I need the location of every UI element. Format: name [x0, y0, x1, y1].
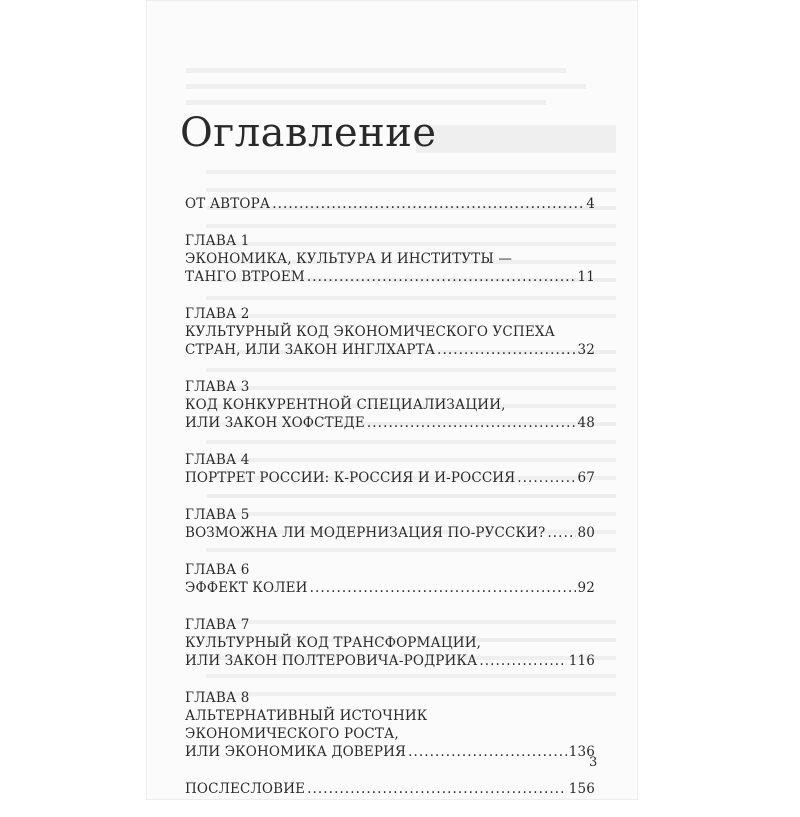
toc-text: АЛЬТЕРНАТИВНЫЙ ИСТОЧНИК [185, 708, 428, 724]
toc-leader-dots [547, 524, 575, 542]
toc-text: ОТ АВТОРА [185, 196, 271, 212]
toc-text: ТАНГО ВТРОЕМ [185, 269, 305, 285]
toc-leader-dots [408, 743, 567, 761]
toc-text: ГЛАВА 6 [185, 562, 250, 578]
toc-leader-dots [517, 469, 575, 487]
toc-chapter-label [185, 616, 595, 634]
toc-line [185, 469, 595, 487]
toc-entry [185, 378, 595, 432]
toc-entry [185, 506, 595, 542]
toc-text: КОД КОНКУРЕНТНОЙ СПЕЦИАЛИЗАЦИИ, [185, 397, 506, 413]
toc-line [185, 250, 595, 268]
toc-line [185, 341, 595, 359]
toc-text: ИЛИ ЭКОНОМИКА ДОВЕРИЯ [185, 744, 407, 760]
toc-entry [185, 616, 595, 670]
toc-line [185, 743, 595, 761]
toc-leader-dots [272, 195, 584, 213]
page-title: Оглавление [180, 110, 437, 156]
toc-page-number: 116 [568, 653, 595, 669]
toc-text: ПОРТРЕТ РОССИИ: К-РОССИЯ И И-РОССИЯ [185, 470, 516, 486]
toc-leader-dots [367, 414, 576, 432]
toc-leader-dots [310, 579, 576, 597]
toc-text: ЭКОНОМИЧЕСКОГО РОСТА, [185, 726, 399, 742]
toc-text: ГЛАВА 4 [185, 452, 250, 468]
page-number: 3 [589, 755, 598, 770]
toc-line [185, 195, 595, 213]
toc-entry [185, 451, 595, 487]
toc-chapter-label [185, 689, 595, 707]
toc-text: ГЛАВА 5 [185, 507, 250, 523]
toc-text: КУЛЬТУРНЫЙ КОД ТРАНСФОРМАЦИИ, [185, 635, 482, 651]
toc-text: КУЛЬТУРНЫЙ КОД ЭКОНОМИЧЕСКОГО УСПЕХА [185, 324, 555, 340]
toc-page-number: 92 [577, 580, 595, 596]
toc-leader-dots [479, 652, 566, 670]
toc-text: СТРАН, ИЛИ ЗАКОН ИНГЛХАРТА [185, 342, 436, 358]
toc-page-number: 156 [568, 781, 595, 797]
toc-entry [185, 780, 595, 798]
toc-text: ИЛИ ЗАКОН ХОФСТЕДЕ [185, 415, 365, 431]
toc-line [185, 634, 595, 652]
toc-text: ВОЗМОЖНА ЛИ МОДЕРНИЗАЦИЯ ПО-РУССКИ? [185, 525, 546, 541]
toc-leader-dots [307, 780, 567, 798]
toc-chapter-label [185, 451, 595, 469]
table-of-contents [185, 195, 598, 817]
toc-chapter-label [185, 506, 595, 524]
toc-text: ГЛАВА 8 [185, 690, 250, 706]
toc-text: ГЛАВА 3 [185, 379, 250, 395]
toc-entry [185, 305, 595, 359]
toc-entry [185, 689, 595, 761]
toc-text: ГЛАВА 1 [185, 233, 250, 249]
toc-text: ПОСЛЕСЛОВИЕ [185, 781, 306, 797]
toc-page-number: 48 [577, 415, 595, 431]
toc-page-number: 80 [577, 525, 595, 541]
toc-leader-dots [437, 341, 575, 359]
toc-chapter-label [185, 305, 595, 323]
toc-text: ЭФФЕКТ КОЛЕИ [185, 580, 308, 596]
toc-page-number: 4 [586, 196, 595, 212]
toc-entry [185, 561, 595, 597]
toc-page-number: 136 [568, 744, 595, 760]
toc-line [185, 396, 595, 414]
toc-entry [185, 195, 595, 213]
toc-line [185, 725, 595, 743]
toc-page-number: 67 [577, 470, 595, 486]
toc-text: ЭКОНОМИКА, КУЛЬТУРА И ИНСТИТУТЫ — [185, 251, 512, 267]
toc-chapter-label [185, 378, 595, 396]
toc-line [185, 323, 595, 341]
toc-entry [185, 232, 595, 286]
toc-chapter-label [185, 232, 595, 250]
toc-text: ГЛАВА 2 [185, 306, 250, 322]
toc-line [185, 780, 595, 798]
toc-page-number: 32 [577, 342, 595, 358]
toc-line [185, 414, 595, 432]
toc-text: ГЛАВА 7 [185, 617, 250, 633]
toc-line [185, 268, 595, 286]
toc-chapter-label [185, 561, 595, 579]
toc-line [185, 524, 595, 542]
toc-line [185, 652, 595, 670]
toc-line [185, 579, 595, 597]
toc-line [185, 707, 595, 725]
toc-text: ИЛИ ЗАКОН ПОЛТЕРОВИЧА-РОДРИКА [185, 653, 478, 669]
toc-page-number: 11 [577, 269, 595, 285]
toc-leader-dots [307, 268, 576, 286]
